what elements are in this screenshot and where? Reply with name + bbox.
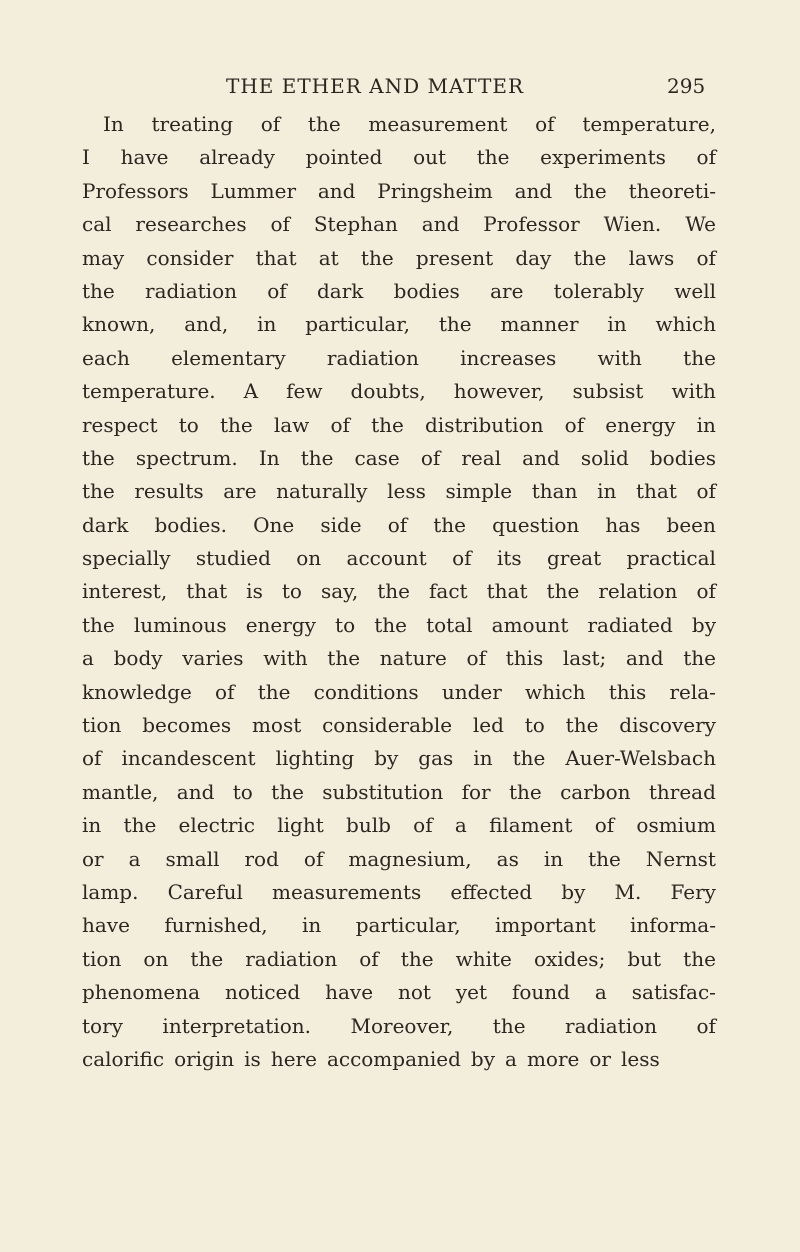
word: and (514, 178, 553, 203)
text-line (82, 943, 716, 976)
word: accompanied (326, 1046, 461, 1071)
word: are (223, 479, 257, 504)
word: tory (82, 1013, 123, 1038)
word: Fery (670, 879, 716, 904)
word: led (472, 713, 504, 738)
word: specially (82, 546, 171, 571)
word: been (666, 512, 716, 537)
word: side (320, 512, 362, 537)
word: with (597, 345, 642, 370)
word: to (281, 579, 302, 604)
word: measurement (368, 112, 508, 136)
word: that (255, 245, 297, 270)
word: pointed (305, 145, 383, 170)
word: most (251, 713, 302, 738)
text-line (82, 509, 716, 542)
word: the (123, 813, 157, 838)
word: temperature. (82, 379, 216, 404)
word: effected (450, 879, 533, 904)
word: interest, (82, 579, 168, 604)
word: cal (82, 212, 112, 237)
text-line (82, 575, 716, 608)
word: theoreti- (628, 178, 716, 203)
word: the (508, 779, 542, 804)
word: are (490, 278, 524, 303)
word: out (413, 145, 447, 170)
word: solid (580, 445, 629, 470)
word: the (307, 112, 341, 136)
word: of (413, 813, 433, 838)
word: electric (178, 813, 256, 838)
word: of (696, 1013, 716, 1038)
word: fact (429, 579, 468, 604)
word: in (302, 913, 322, 938)
word: Pringsheim (377, 178, 493, 203)
word: that (635, 479, 677, 504)
word: the (377, 579, 410, 604)
word: of (420, 445, 441, 470)
word: doubts, (350, 379, 426, 404)
word: lamp. (82, 879, 139, 904)
word: of (535, 112, 555, 136)
word: to (524, 713, 545, 738)
word: osmium (636, 813, 716, 838)
page-number: 295 (667, 74, 706, 98)
word: already (199, 145, 275, 170)
word: filament (489, 813, 573, 838)
word: of (696, 245, 716, 270)
word: of (696, 479, 716, 504)
word: the (565, 713, 599, 738)
word: by (691, 612, 716, 637)
word: the (82, 612, 115, 637)
text-line (82, 1010, 716, 1043)
word: present (415, 245, 494, 270)
word: this (608, 679, 647, 704)
word: under (441, 679, 502, 704)
word: distribution (425, 412, 544, 437)
word: to (232, 779, 253, 804)
word: in (82, 813, 102, 838)
word: the (82, 278, 115, 303)
word: or (82, 846, 104, 871)
word: thread (648, 779, 716, 804)
text-line (82, 442, 716, 475)
word: the (82, 479, 115, 504)
running-head: THE ETHER AND MATTER (226, 74, 525, 98)
word: small (165, 846, 220, 871)
text-line (82, 1043, 716, 1076)
word: of (387, 512, 408, 537)
word: found (511, 980, 570, 1005)
word: on (296, 546, 322, 571)
word: a (594, 980, 607, 1005)
text-line (82, 141, 716, 174)
word: dark (316, 278, 364, 303)
text-line (82, 108, 716, 141)
word: practical (626, 546, 716, 571)
text-line (82, 876, 716, 909)
word: less (620, 1046, 660, 1071)
word: with (263, 646, 308, 671)
word: rela- (669, 679, 716, 704)
word: the (546, 579, 580, 604)
word: to (178, 412, 199, 437)
word: a (454, 813, 467, 838)
text-line (82, 475, 716, 508)
word: radiation (245, 946, 338, 971)
word: researches (135, 212, 247, 237)
word: its (496, 546, 522, 571)
word: M. (614, 879, 642, 904)
word: gas (418, 746, 454, 771)
word: may (82, 245, 125, 270)
word: of (303, 846, 324, 871)
word: here (270, 1046, 317, 1071)
word: Auer-Welsbach (565, 746, 716, 771)
word: of (696, 145, 716, 170)
word: bodies (649, 445, 716, 470)
text-line (82, 709, 716, 742)
word: and (421, 212, 460, 237)
word: and (625, 646, 664, 671)
word: great (546, 546, 602, 571)
word: particular, (305, 312, 411, 337)
word: laws (628, 245, 675, 270)
word: is (244, 1046, 261, 1071)
word: tolerably (553, 278, 644, 303)
word: interpretation. (162, 1013, 312, 1038)
word: of (594, 813, 615, 838)
word: for (461, 779, 491, 804)
word: in (257, 312, 277, 337)
word: Nernst (645, 846, 716, 871)
word: treating (151, 112, 233, 136)
word: In (103, 112, 124, 136)
word: a (505, 1046, 517, 1071)
word: A (243, 379, 259, 404)
word: of (330, 412, 350, 437)
word: carbon (560, 779, 631, 804)
word: the (257, 679, 291, 704)
word: discovery (619, 713, 716, 738)
word: informa- (630, 913, 716, 938)
word: in (696, 412, 716, 437)
word: the (271, 779, 304, 804)
word: measurements (272, 879, 422, 904)
text-line (82, 375, 716, 408)
word: bodies (393, 278, 460, 303)
word: the (360, 245, 394, 270)
body-paragraph (82, 108, 716, 1076)
word: the (374, 612, 407, 637)
word: of (267, 278, 287, 303)
text-line (82, 208, 716, 241)
word: Professor (483, 212, 580, 237)
word: becomes (142, 713, 232, 738)
word: well (674, 278, 716, 303)
text-line (82, 809, 716, 842)
word: knowledge (82, 679, 192, 704)
word: total (426, 612, 473, 637)
word: Lummer (210, 178, 297, 203)
text-line (82, 175, 716, 208)
word: naturally (276, 479, 368, 504)
word: nature (379, 646, 447, 671)
word: the (574, 178, 607, 203)
word: magnesium, (348, 846, 472, 871)
word: but (627, 946, 662, 971)
word: have (82, 913, 130, 938)
word: spectrum. (135, 445, 238, 470)
word: energy (605, 412, 676, 437)
word: question (492, 512, 580, 537)
word: relation (598, 579, 678, 604)
word: that (486, 579, 528, 604)
text-line (82, 776, 716, 809)
word: the (512, 746, 546, 771)
word: radiation (145, 278, 237, 303)
word: has (605, 512, 641, 537)
word: Professors (82, 178, 189, 203)
word: not (397, 980, 431, 1005)
word: noticed (224, 980, 301, 1005)
word: and (317, 178, 356, 203)
word: and (176, 779, 215, 804)
word: consider (146, 245, 234, 270)
word: than (531, 479, 578, 504)
word: last; (562, 646, 607, 671)
word: have (120, 145, 169, 170)
word: energy (245, 612, 316, 637)
word: on (143, 946, 169, 971)
word: Careful (167, 879, 243, 904)
word: this (505, 646, 544, 671)
word: of (466, 646, 486, 671)
word: Moreover, (350, 1013, 454, 1038)
word: white (455, 946, 512, 971)
word: the (433, 512, 467, 537)
word: varies (182, 646, 244, 671)
word: satisfac- (631, 980, 716, 1005)
word: the (438, 312, 472, 337)
word: day (515, 245, 552, 270)
word: case (354, 445, 400, 470)
word: a (128, 846, 141, 871)
word: respect (82, 412, 158, 437)
text-line (82, 609, 716, 642)
word: of (359, 946, 379, 971)
word: is (246, 579, 263, 604)
word: increases (460, 345, 557, 370)
word: One (253, 512, 295, 537)
word: mantle, (82, 779, 159, 804)
word: studied (195, 546, 271, 571)
word: the (573, 245, 607, 270)
word: the (683, 345, 716, 370)
word: the (219, 412, 253, 437)
word: radiated (587, 612, 673, 637)
text-line (82, 676, 716, 709)
word: each (82, 345, 130, 370)
word: oxides; (533, 946, 606, 971)
word: of (215, 679, 235, 704)
word: the (400, 946, 434, 971)
word: of (270, 212, 290, 237)
word: the (82, 445, 115, 470)
word: I (82, 145, 90, 170)
word: that (186, 579, 228, 604)
word: temperature, (582, 112, 716, 136)
word: say, (320, 579, 359, 604)
word: of (696, 579, 716, 604)
word: and, (184, 312, 229, 337)
text-line (82, 642, 716, 675)
text-line (82, 242, 716, 275)
word: with (671, 379, 716, 404)
word: at (318, 245, 339, 270)
text-line (82, 742, 716, 775)
word: in (597, 479, 617, 504)
text-line (82, 542, 716, 575)
word: however, (453, 379, 545, 404)
word: of (260, 112, 281, 136)
word: dark (82, 512, 129, 537)
word: which (655, 312, 716, 337)
word: less (387, 479, 426, 504)
word: yet (455, 980, 488, 1005)
word: lighting (275, 746, 355, 771)
word: the (492, 1013, 526, 1038)
word: light (277, 813, 324, 838)
word: In (258, 445, 280, 470)
word: by (470, 1046, 496, 1071)
word: to (335, 612, 356, 637)
word: luminous (133, 612, 227, 637)
word: tion (82, 946, 122, 971)
word: substitution (322, 779, 444, 804)
word: few (286, 379, 323, 404)
word: known, (82, 312, 156, 337)
word: a (82, 646, 94, 671)
word: and (522, 445, 560, 470)
word: of (452, 546, 472, 571)
word: phenomena (82, 980, 201, 1005)
word: particular, (355, 913, 461, 938)
word: rod (244, 846, 279, 871)
word: the (588, 846, 621, 871)
word: the (683, 646, 716, 671)
word: bulb (346, 813, 391, 838)
word: experiments (540, 145, 666, 170)
word: calorific (82, 1046, 165, 1071)
text-line (82, 275, 716, 308)
word: radiation (565, 1013, 658, 1038)
word: by (374, 746, 399, 771)
text-line (82, 409, 716, 442)
word: the (683, 946, 716, 971)
word: conditions (313, 679, 419, 704)
word: elementary (171, 345, 286, 370)
word: Stephan (313, 212, 398, 237)
text-line (82, 843, 716, 876)
text-line (82, 342, 716, 375)
word: the (476, 145, 510, 170)
word: important (494, 913, 596, 938)
word: in (543, 846, 564, 871)
word: the (190, 946, 224, 971)
word: manner (500, 312, 579, 337)
word: more (526, 1046, 580, 1071)
word: body (113, 646, 163, 671)
word: Wien. (603, 212, 662, 237)
word: law (273, 412, 310, 437)
word: which (525, 679, 586, 704)
word: of (82, 746, 102, 771)
word: account (346, 546, 427, 571)
word: subsist (572, 379, 644, 404)
word: have (325, 980, 374, 1005)
text-line (82, 976, 716, 1009)
text-line (82, 308, 716, 341)
word: incandescent (121, 746, 256, 771)
word: by (561, 879, 586, 904)
word: considerable (322, 713, 453, 738)
text-line (82, 909, 716, 942)
word: the (327, 646, 361, 671)
word: of (564, 412, 585, 437)
word: origin (174, 1046, 235, 1071)
word: the (371, 412, 404, 437)
word: real (461, 445, 502, 470)
word: or (589, 1046, 611, 1071)
word: tion (82, 713, 122, 738)
word: furnished, (164, 913, 268, 938)
word: simple (445, 479, 513, 504)
word: bodies. (154, 512, 227, 537)
word: in (473, 746, 493, 771)
word: as (496, 846, 519, 871)
word: We (685, 212, 716, 237)
word: radiation (326, 345, 419, 370)
word: the (300, 445, 334, 470)
word: amount (491, 612, 569, 637)
word: in (607, 312, 627, 337)
word: results (134, 479, 204, 504)
